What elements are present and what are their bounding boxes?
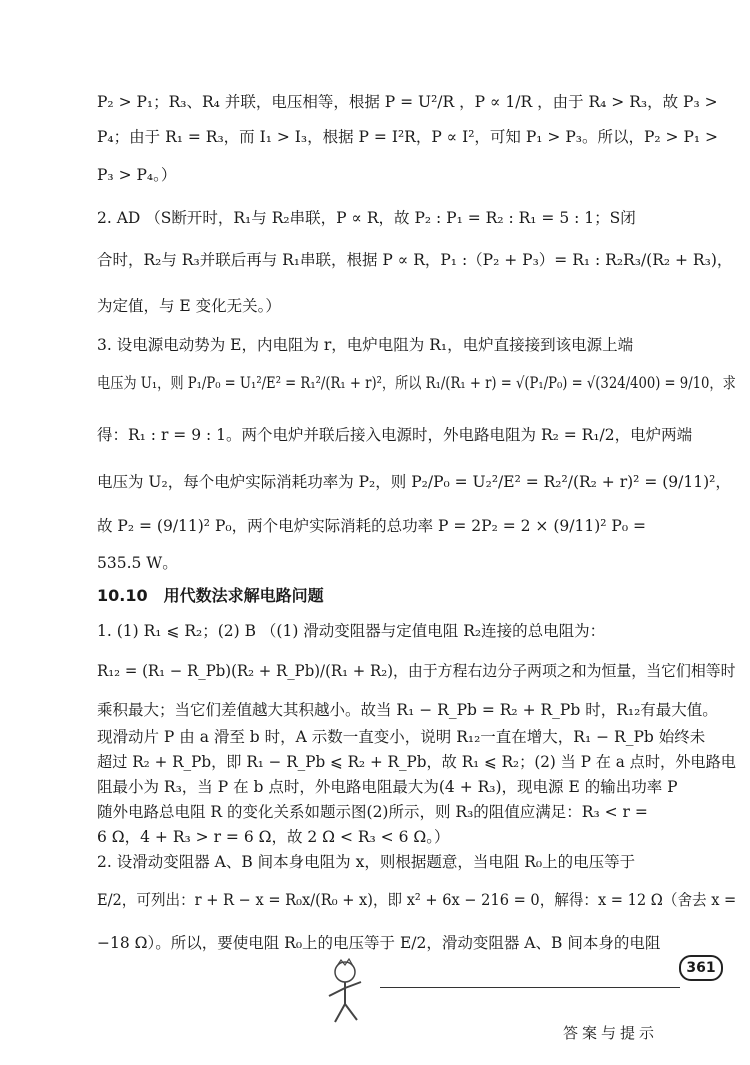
page-number: 361: [679, 955, 723, 981]
footer-rule: [380, 987, 680, 988]
text-line: P₄；由于 R₁ = R₃，而 I₁ > I₃，根据 P = I²R，P ∝ I²，可知 P₁ > P₃。所以，P₂ > P₁ >: [97, 128, 719, 146]
text-line: 现滑动片 P 由 a 滑至 b 时，A 示数一直变小，说明 R₁₂一直在增大，R₁ − R_Pb 始终未: [97, 728, 706, 746]
text-line: 电压为 U₂，每个电炉实际消耗功率为 P₂，则 P₂/P₀ = U₂²/E² = R₂²/(R₂ + r)² = (9/11)²，: [97, 473, 731, 491]
mascot-illustration: [315, 958, 375, 1028]
text-line: 故 P₂ = (9/11)² P₀，两个电炉实际消耗的总功率 P = 2P₂ = 2 × (9/11)² P₀ =: [97, 517, 646, 535]
text-line: 3. 设电源电动势为 E，内电阻为 r，电炉电阻为 R₁，电炉直接接到该电源上端: [97, 336, 634, 354]
section-heading: 10.10 用代数法求解电路问题: [97, 586, 324, 605]
text-line: 2. AD （S断开时，R₁与 R₂串联，P ∝ R，故 P₂ : P₁ = R₂ : R₁ = 5 : 1；S闭: [97, 209, 636, 227]
text-line: P₂ > P₁；R₃、R₄ 并联，电压相等，根据 P = U²/R ，P ∝ 1/R ，由于 R₄ > R₃，故 P₃ >: [97, 93, 718, 111]
text-line: 2. 设滑动变阻器 A、B 间本身电阻为 x，则根据题意，当电阻 R₀上的电压等于: [97, 853, 636, 871]
footer-label: 答案与提示: [563, 1024, 659, 1042]
text-line: 为定值，与 E 变化无关。）: [97, 297, 281, 315]
text-line: 乘积最大；当它们差值越大其积越小。故当 R₁ − R_Pb = R₂ + R_Pb 时，R₁₂有最大值。: [97, 701, 718, 719]
text-line: 1. (1) R₁ ⩽ R₂；(2) B （(1) 滑动变阻器与定值电阻 R₂连接的总电阻为：: [97, 622, 606, 640]
text-line: 得：R₁ : r = 9 : 1。两个电炉并联后接入电源时，外电路电阻为 R₂ = R₁/2，电炉两端: [97, 426, 693, 444]
text-line: 535.5 W。: [97, 554, 178, 572]
text-line: 随外电路总电阻 R 的变化关系如题示图(2)所示，则 R₃的阻值应满足：R₃ < r =: [97, 803, 648, 821]
text-line: 6 Ω，4 + R₃ > r = 6 Ω，故 2 Ω < R₃ < 6 Ω。）: [97, 828, 450, 846]
text-line: 合时，R₂与 R₃并联后再与 R₁串联，根据 P ∝ R，P₁ :（P₂ + P₃）= R₁ : R₂R₃/(R₂ + R₃)，: [97, 251, 733, 269]
text-line: 电压为 U₁，则 P₁/P₀ = U₁²/E² = R₁²/(R₁ + r)²，所以 R₁/(R₁ + r) = √(P₁/P₀) = √(324/400) = 9/10，求: [97, 374, 736, 392]
text-line: 超过 R₂ + R_Pb，即 R₁ − R_Pb ⩽ R₂ + R_Pb，故 R₁ ⩽ R₂；(2) 当 P 在 a 点时，外电路电: [97, 753, 736, 771]
text-line: R₁₂ = (R₁ − R_Pb)(R₂ + R_Pb)/(R₁ + R₂)，由于方程右边分子两项之和为恒量，当它们相等时: [97, 662, 736, 680]
text-line: E/2，可列出：r + R − x = R₀x/(R₀ + x)，即 x² + 6x − 216 = 0，解得：x = 12 Ω（舍去 x =: [97, 891, 737, 909]
text-line: P₃ > P₄。）: [97, 166, 177, 184]
text-line: −18 Ω）。所以，要使电阻 R₀上的电压等于 E/2，滑动变阻器 A、B 间本身的电阻: [97, 934, 661, 952]
text-line: 阻最小为 R₃，当 P 在 b 点时，外电路电阻最大为(4 + R₃)，现电源 E 的输出功率 P: [97, 778, 678, 796]
